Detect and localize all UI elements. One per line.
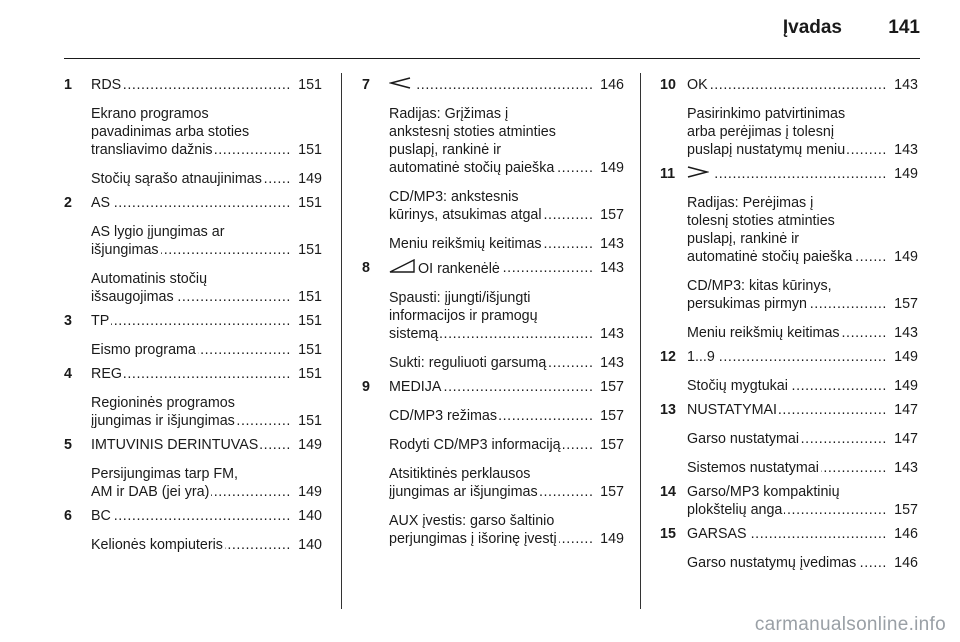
entry-text: Radijas: Perėjimas į <box>687 195 814 212</box>
entry-text: išjungimas <box>91 242 159 258</box>
index-column-1 <box>64 76 322 554</box>
entry-text: Ekrano programos <box>91 106 209 122</box>
page-ref: 149 <box>298 171 322 187</box>
dot-leader <box>687 348 888 366</box>
index-entry <box>660 165 918 183</box>
page-ref: 143 <box>894 142 918 158</box>
entry-text: tolesnį stoties atminties <box>687 213 835 230</box>
entry-text: įjungimas ar išjungimas <box>389 484 538 501</box>
index-entry <box>64 365 322 383</box>
index-entry <box>362 76 624 94</box>
page-header <box>64 0 920 59</box>
dot-leader <box>687 165 888 183</box>
entry-text: puslapį nustatymų meniu <box>687 142 846 158</box>
index-subentry <box>362 105 624 177</box>
index-entry <box>660 483 918 519</box>
page-ref: 143 <box>894 460 918 477</box>
entry-text: perjungimas į išorinę įvestį <box>389 531 557 548</box>
entry-text: OK <box>687 77 708 93</box>
page-ref: 151 <box>298 195 322 211</box>
entry-text: 1...9 <box>687 349 715 366</box>
page-ref: 157 <box>894 502 918 519</box>
page-ref: 151 <box>298 142 322 158</box>
index-subentry <box>660 277 918 313</box>
item-number: 6 <box>64 508 72 524</box>
page-ref: 157 <box>600 437 624 454</box>
page-ref: 143 <box>600 236 624 253</box>
entry-text: transliavimo dažnis <box>91 142 213 158</box>
item-number: 14 <box>660 484 676 501</box>
item-number: 15 <box>660 526 676 543</box>
entry-text: Sukti: reguliuoti garsumą <box>389 355 547 372</box>
page-ref: 151 <box>298 313 322 329</box>
index-entry <box>64 194 322 212</box>
page-ref: 149 <box>298 484 322 500</box>
page-ref: 149 <box>600 160 624 177</box>
item-number: 3 <box>64 313 72 329</box>
index-entry <box>64 436 322 454</box>
item-number: 13 <box>660 402 676 419</box>
entry-text: NUSTATYMAI <box>687 402 778 419</box>
entry-text: persukimas pirmyn <box>687 296 807 313</box>
index-column-2 <box>362 76 624 548</box>
volume-icon <box>389 259 415 278</box>
index-subentry <box>64 465 322 501</box>
entry-text: CD/MP3: kitas kūrinys, <box>687 278 832 295</box>
entry-text: Rodyti CD/MP3 informaciją <box>389 437 561 454</box>
page-ref: 147 <box>894 431 918 448</box>
page-ref: 157 <box>600 484 624 501</box>
entry-text: plokštelių anga <box>687 502 783 519</box>
index-column-3 <box>660 76 918 572</box>
entry-text: automatinė stočių paieška <box>687 249 853 266</box>
index-subentry <box>362 289 624 343</box>
page-number: 141 <box>888 17 920 38</box>
entry-text: Garso nustatymų įvedimas <box>687 555 857 572</box>
page-ref: 149 <box>298 437 322 453</box>
entry-text: RDS <box>91 77 122 93</box>
index-subentry <box>64 394 322 430</box>
entry-text: AS <box>91 195 111 211</box>
entry-text: AS lygio įjungimas ar <box>91 224 225 240</box>
column-divider <box>640 73 641 609</box>
entry-text: Persijungimas tarp FM, <box>91 466 238 482</box>
watermark: carmanualsonline.info <box>754 614 946 635</box>
item-number: 4 <box>64 366 72 382</box>
entry-text: GARSAS <box>687 526 747 543</box>
entry-text: Pasirinkimo patvirtinimas <box>687 106 846 122</box>
entry-text: IMTUVINIS DERINTUVAS <box>91 437 259 453</box>
entry-text: kūrinys, atsukimas atgal <box>389 207 542 224</box>
entry-text: CD/MP3 režimas <box>389 408 498 425</box>
entry-text: Atsitiktinės perklausos <box>389 466 531 483</box>
entry-text: Meniu reikšmių keitimas <box>389 236 542 253</box>
page-ref: 157 <box>600 379 624 396</box>
page-ref: 149 <box>894 349 918 366</box>
index-subentry <box>660 105 918 159</box>
entry-text: AUX įvestis: garso šaltinio <box>389 513 555 530</box>
entry-text: AM ir DAB (jei yra) <box>91 484 210 500</box>
entry-text: Garso nustatymai <box>687 431 800 448</box>
entry-text: Sistemos nustatymai <box>687 460 819 477</box>
forward-icon <box>687 165 709 183</box>
entry-text: CD/MP3: ankstesnis <box>389 189 519 206</box>
entry-text: pavadinimas arba stoties <box>91 124 250 140</box>
entry-text: informacijos ir pramogų <box>389 308 538 325</box>
page-ref: 149 <box>894 166 918 182</box>
index-subentry <box>64 223 322 259</box>
index-entry <box>362 378 624 396</box>
entry-text: Kelionės kompiuteris <box>91 537 223 553</box>
entry-text: REG <box>91 366 122 382</box>
entry-text: Radijas: Grįžimas į <box>389 106 509 123</box>
entry-text: Eismo programa <box>91 342 196 358</box>
page-ref: 151 <box>298 289 322 305</box>
item-number: 10 <box>660 77 676 93</box>
page-ref: 151 <box>298 77 322 93</box>
index-entry <box>64 312 322 330</box>
page-ref: 149 <box>600 531 624 548</box>
entry-text: Regioninės programos <box>91 395 235 411</box>
page-ref: 140 <box>298 508 322 524</box>
entry-text: išsaugojimas <box>91 289 174 305</box>
entry-text: Garso/MP3 kompaktinių <box>687 484 840 501</box>
item-number: 11 <box>660 166 676 182</box>
page-ref: 143 <box>894 325 918 342</box>
page-ref: 157 <box>600 408 624 425</box>
page-ref: 151 <box>298 366 322 382</box>
index-entry <box>362 259 624 278</box>
dot-leader <box>91 312 292 330</box>
entry-text: įjungimas ir išjungimas <box>91 413 235 429</box>
entry-text: MEDIJA <box>389 379 442 396</box>
page-ref: 146 <box>894 555 918 572</box>
entry-text: BC <box>91 508 111 524</box>
entry-text: automatinė stočių paieška <box>389 160 555 177</box>
index-subentry <box>362 188 624 224</box>
index-entry <box>660 525 918 543</box>
index-subentry <box>362 407 624 425</box>
item-number: 9 <box>362 379 370 396</box>
entry-text: puslapį, rankinė ir <box>389 142 502 159</box>
page-ref: 143 <box>600 355 624 372</box>
index-subentry <box>64 270 322 306</box>
page-ref: 149 <box>894 249 918 266</box>
entry-text <box>687 166 714 182</box>
entry-text: Spausti: įjungti/išjungti <box>389 290 531 307</box>
item-number: 2 <box>64 195 72 211</box>
entry-text: Stočių mygtukai <box>687 378 788 395</box>
index-entry <box>660 401 918 419</box>
column-divider <box>341 73 342 609</box>
item-number: 8 <box>362 260 370 277</box>
index-subentry <box>660 324 918 342</box>
index-subentry <box>660 430 918 448</box>
index-subentry <box>64 170 322 188</box>
page-ref: 146 <box>600 77 624 93</box>
index-entry <box>660 348 918 366</box>
page-ref: 149 <box>894 378 918 395</box>
dot-leader <box>91 507 292 525</box>
entry-text: ankstesnį stoties atminties <box>389 124 556 141</box>
entry-text: Meniu reikšmių keitimas <box>687 325 840 342</box>
entry-text: OI rankenėlė <box>389 261 502 277</box>
page-ref: 157 <box>894 296 918 313</box>
entry-text <box>389 77 416 93</box>
page-title: Įvadas <box>782 17 842 38</box>
index-subentry <box>362 354 624 372</box>
item-number: 7 <box>362 77 370 93</box>
item-number: 1 <box>64 77 72 93</box>
entry-text: puslapį, rankinė ir <box>687 231 800 248</box>
index-entry <box>64 76 322 94</box>
page-ref: 151 <box>298 413 322 429</box>
index-subentry <box>362 465 624 501</box>
index-subentry <box>64 536 322 554</box>
page-ref: 140 <box>298 537 322 553</box>
entry-text: Automatinis stočių <box>91 271 208 287</box>
page-ref: 143 <box>600 326 624 343</box>
index-subentry <box>64 105 322 159</box>
entry-text: arba perėjimas į tolesnį <box>687 124 835 140</box>
entry-text: Stočių sąrašo atnaujinimas <box>91 171 262 187</box>
dot-leader <box>91 194 292 212</box>
entry-text: TP <box>91 313 110 329</box>
page-ref: 146 <box>894 526 918 543</box>
index-subentry <box>660 194 918 266</box>
index-subentry <box>362 436 624 454</box>
index-subentry <box>362 512 624 548</box>
index-subentry <box>660 377 918 395</box>
item-number: 12 <box>660 349 676 366</box>
page-ref: 151 <box>298 242 322 258</box>
index-entry <box>64 507 322 525</box>
entry-text: sistemą <box>389 326 439 343</box>
dot-leader <box>687 76 888 94</box>
item-number: 5 <box>64 437 72 453</box>
page-ref: 151 <box>298 342 322 358</box>
page-ref: 143 <box>894 77 918 93</box>
page-ref: 157 <box>600 207 624 224</box>
index-entry <box>660 76 918 94</box>
index-subentry <box>660 459 918 477</box>
page-ref: 147 <box>894 402 918 419</box>
index-subentry <box>64 341 322 359</box>
index-subentry <box>362 235 624 253</box>
dot-leader <box>389 76 594 94</box>
page-ref: 143 <box>600 260 624 277</box>
index-subentry <box>660 554 918 572</box>
back-icon <box>389 76 411 94</box>
